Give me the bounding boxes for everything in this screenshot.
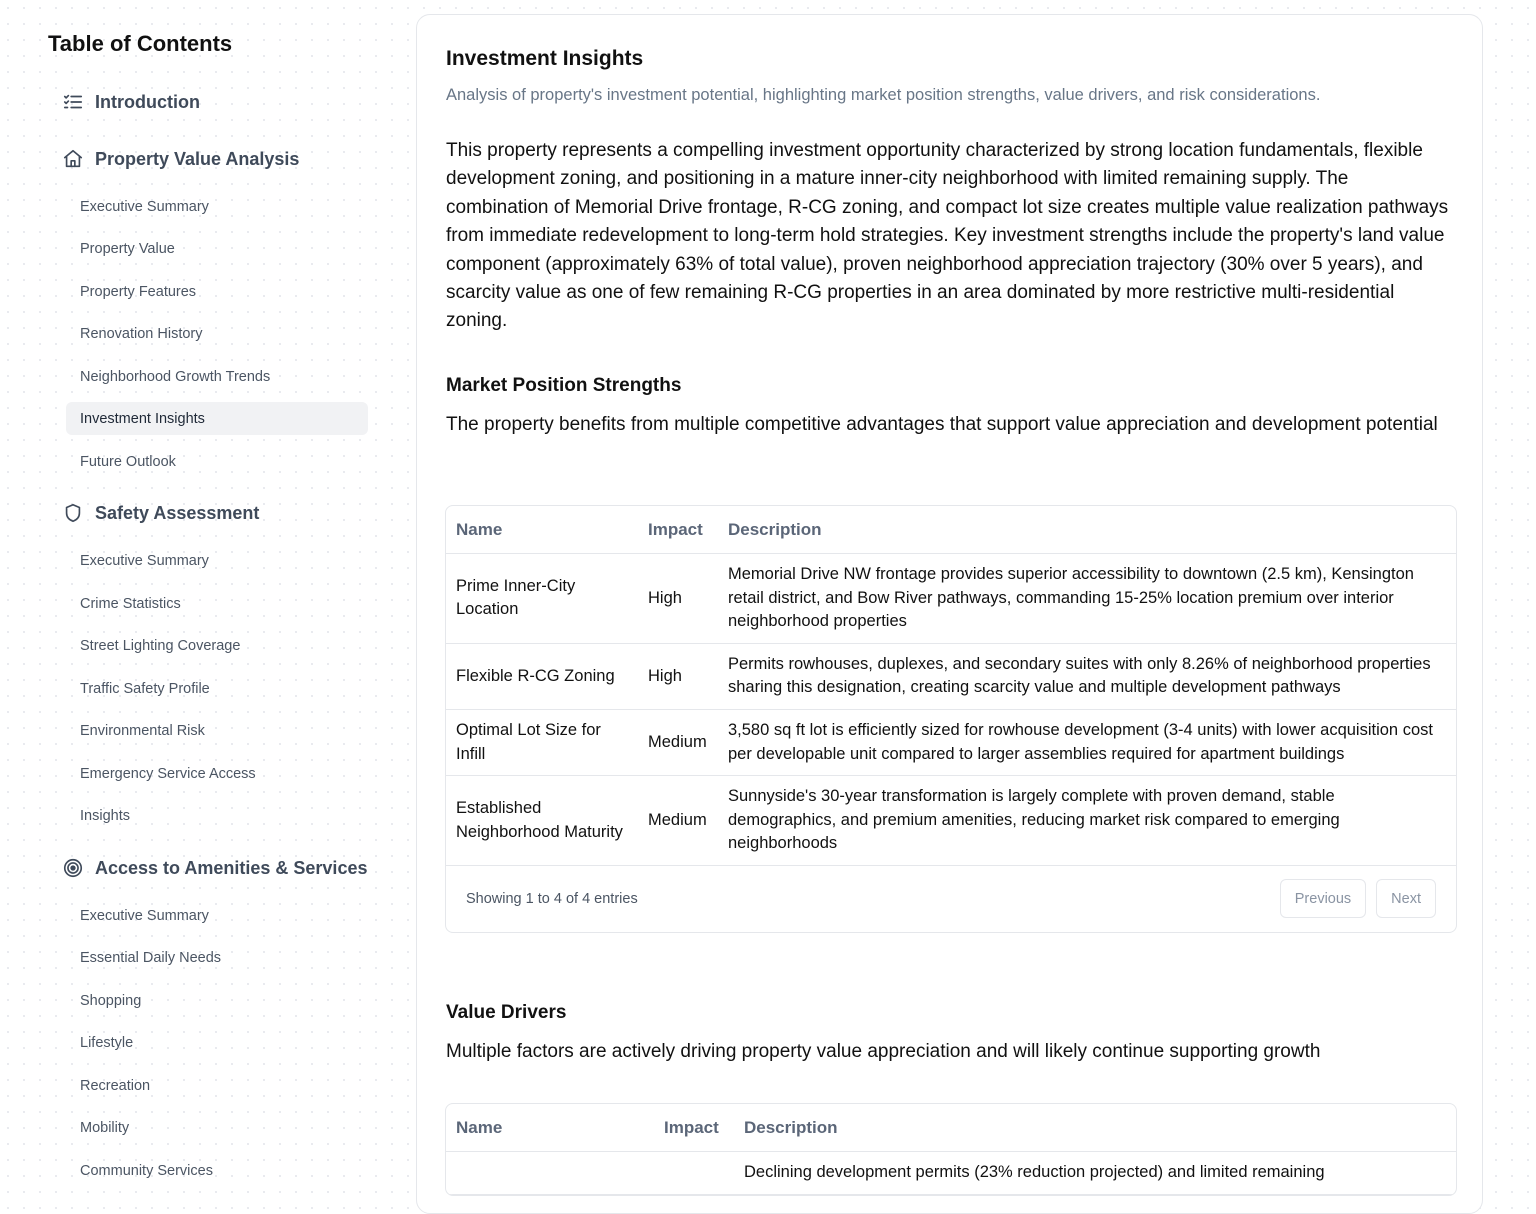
cell-name: Optimal Lot Size for Infill xyxy=(446,709,638,775)
shield-icon xyxy=(62,502,84,524)
column-header-name[interactable]: Name xyxy=(446,1104,654,1152)
table-row xyxy=(446,643,1456,709)
table-row xyxy=(446,776,1456,866)
home-icon xyxy=(62,148,84,170)
table-row xyxy=(446,1152,1456,1195)
toc-item-property-features[interactable]: Property Features xyxy=(80,283,197,300)
toc-section-introduction[interactable] xyxy=(62,87,200,117)
market-position-heading: Market Position Strengths xyxy=(446,375,682,396)
cell-name xyxy=(446,1152,654,1195)
toc-item-future-outlook[interactable]: Future Outlook xyxy=(80,453,176,470)
toc-section-label: Introduction xyxy=(95,91,200,112)
toc-item-renovation-history[interactable]: Renovation History xyxy=(80,325,203,342)
column-header-description[interactable]: Description xyxy=(718,506,1456,554)
cell-impact: Medium xyxy=(638,709,718,775)
toc-item-executive-summary[interactable]: Executive Summary xyxy=(80,198,209,215)
cell-impact: Medium xyxy=(638,776,718,866)
toc-item-neighborhood-growth-trends[interactable]: Neighborhood Growth Trends xyxy=(80,368,271,385)
previous-button[interactable]: Previous xyxy=(1280,879,1366,918)
cell-description: Declining development permits (23% reduction projected) and limited remaining xyxy=(734,1152,1456,1195)
column-header-description[interactable]: Description xyxy=(734,1104,1456,1152)
toc-section-label: Access to Amenities & Services xyxy=(95,857,368,878)
toc-section-label: Safety Assessment xyxy=(95,502,260,523)
toc-item-executive-summary[interactable]: Executive Summary xyxy=(80,907,209,924)
page-subtitle: Analysis of property's investment potential, highlighting market position strengths, value drivers, and risk considerations. xyxy=(446,86,1321,104)
target-icon xyxy=(62,857,84,879)
market-position-table xyxy=(445,505,1457,933)
table-of-contents xyxy=(0,0,400,1182)
toc-section-label: Property Value Analysis xyxy=(95,148,300,169)
toc-item-community-services[interactable]: Community Services xyxy=(80,1162,213,1179)
toc-item-crime-statistics[interactable]: Crime Statistics xyxy=(80,595,181,612)
cell-description: 3,580 sq ft lot is efficiently sized for rowhouse development (3-4 units) with lower acquisition cost per developable unit compared to larger assemblies required for apartment buildings xyxy=(718,709,1456,775)
toc-item-insights[interactable]: Insights xyxy=(80,807,130,824)
intro-paragraph: This property represents a compelling investment opportunity characterized by strong location fundamentals, flexible development zoning, and positioning in a mature inner-city neighborhood with limited remaining supply. The combination of Memorial Drive frontage, R-CG zoning, and compact lot size creates multiple value realization pathways from immediate redevelopment to long-term hold strategies. Key investment strengths include the property's land value component (approximately 63% of total value), proven neighborhood appreciation trajectory (30% over 5 years), and scarcity value as one of few remaining R-CG properties in an area dominated by more restrictive multi-residential zoning. xyxy=(446,140,1449,332)
cell-impact: High xyxy=(638,554,718,644)
toc-item-executive-summary[interactable]: Executive Summary xyxy=(80,552,209,569)
value-drivers-description: Multiple factors are actively driving property value appreciation and will likely continue supporting growth xyxy=(446,1041,1321,1062)
page-title: Investment Insights xyxy=(446,47,644,70)
pagination xyxy=(1280,879,1436,918)
column-header-name[interactable]: Name xyxy=(446,506,638,554)
toc-item-investment-insights[interactable]: Investment Insights xyxy=(66,402,368,435)
toc-section-safety-assessment[interactable] xyxy=(62,498,259,528)
cell-name: Prime Inner-City Location xyxy=(446,554,638,644)
cell-impact: High xyxy=(638,643,718,709)
toc-item-emergency-service-access[interactable]: Emergency Service Access xyxy=(80,765,256,782)
cell-description: Sunnyside's 30-year transformation is largely complete with proven demand, stable demographics, and premium amenities, reducing market risk compared to emerging neighborhoods xyxy=(718,776,1456,866)
toc-item-property-value[interactable]: Property Value xyxy=(80,240,175,257)
table-row xyxy=(446,554,1456,644)
toc-item-essential-daily-needs[interactable]: Essential Daily Needs xyxy=(80,949,222,966)
cell-name: Flexible R-CG Zoning xyxy=(446,643,638,709)
value-drivers-heading: Value Drivers xyxy=(446,1002,567,1023)
cell-description: Memorial Drive NW frontage provides superior accessibility to downtown (2.5 km), Kensington retail district, and Bow River pathways, commanding 15-25% location premium over interior neighborhood properties xyxy=(718,554,1456,644)
entries-info: Showing 1 to 4 of 4 entries xyxy=(466,890,638,907)
toc-item-street-lighting-coverage[interactable]: Street Lighting Coverage xyxy=(80,637,241,654)
column-header-impact[interactable]: Impact xyxy=(638,506,718,554)
column-header-impact[interactable]: Impact xyxy=(654,1104,734,1152)
toc-item-environmental-risk[interactable]: Environmental Risk xyxy=(80,722,205,739)
toc-item-shopping[interactable]: Shopping xyxy=(80,992,142,1009)
toc-section-property-value-analysis[interactable] xyxy=(62,144,299,174)
market-position-description: The property benefits from multiple competitive advantages that support value appreciation and development potential xyxy=(446,414,1438,435)
toc-item-lifestyle[interactable]: Lifestyle xyxy=(80,1034,134,1051)
toc-item-traffic-safety-profile[interactable]: Traffic Safety Profile xyxy=(80,680,210,697)
cell-impact xyxy=(654,1152,734,1195)
cell-name: Established Neighborhood Maturity xyxy=(446,776,638,866)
toc-section-access-to-amenities[interactable] xyxy=(62,853,367,883)
toc-item-mobility[interactable]: Mobility xyxy=(80,1119,130,1136)
cell-description: Permits rowhouses, duplexes, and secondary suites with only 8.26% of neighborhood properties sharing this designation, creating scarcity value and multiple development pathways xyxy=(718,643,1456,709)
table-footer xyxy=(446,866,1456,932)
toc-title: Table of Contents xyxy=(48,31,233,56)
toc-item-recreation[interactable]: Recreation xyxy=(80,1077,151,1094)
list-check-icon xyxy=(62,91,84,113)
table-row xyxy=(446,709,1456,775)
next-button[interactable]: Next xyxy=(1376,879,1436,918)
